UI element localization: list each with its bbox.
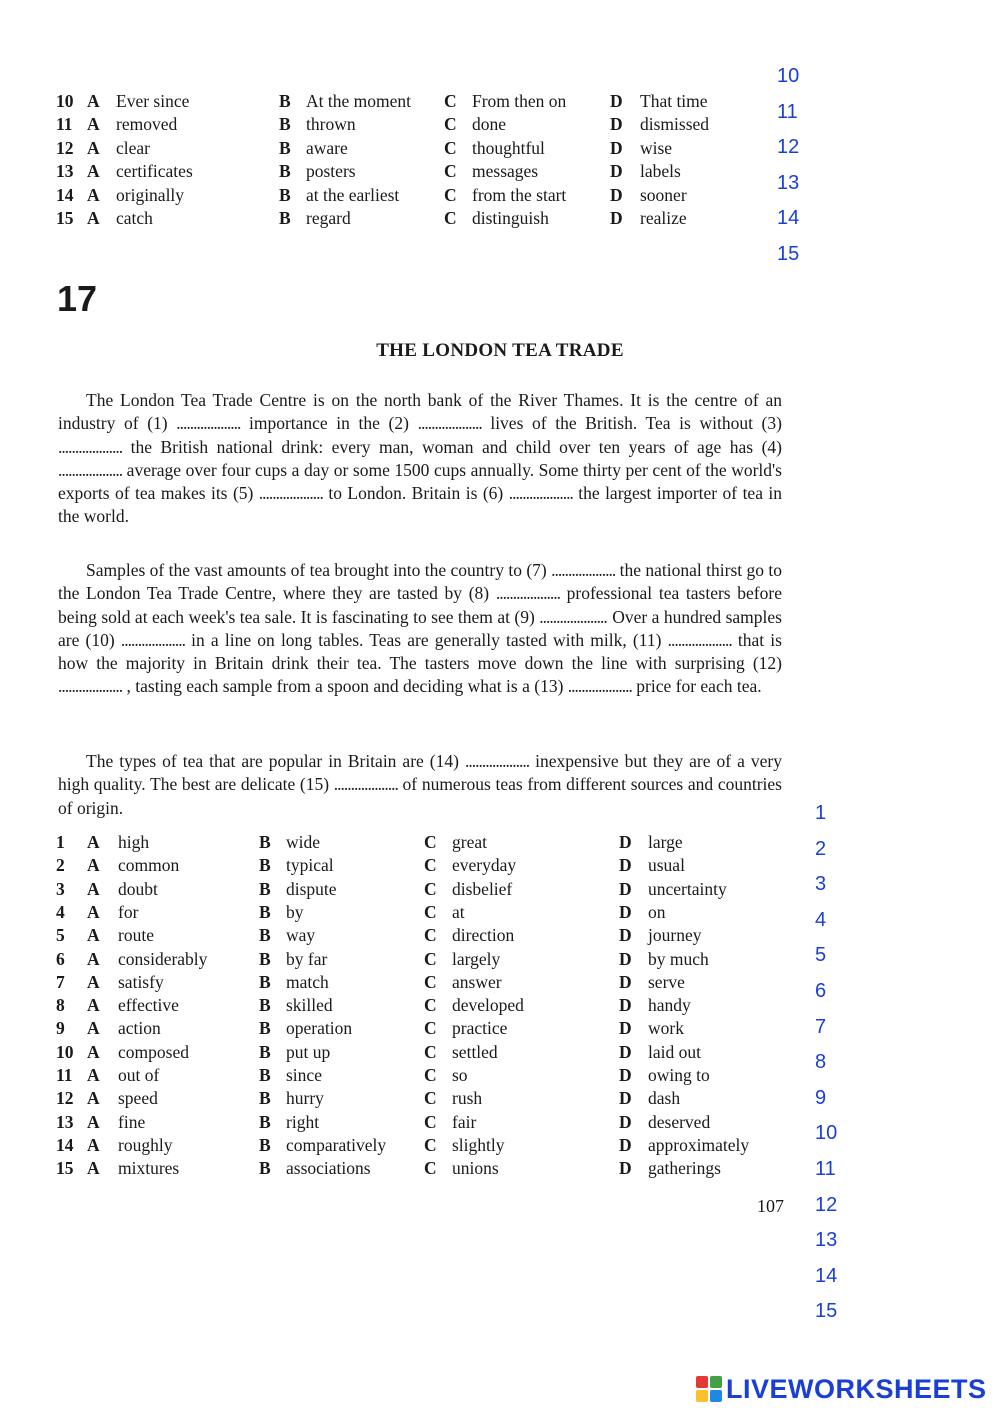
option-b: thrown: [306, 114, 356, 135]
option-b: aware: [306, 137, 348, 158]
option-letter: B: [259, 1134, 271, 1155]
option-c: slightly: [452, 1134, 505, 1155]
question-number: 15: [56, 208, 74, 228]
option-c: unions: [452, 1158, 499, 1179]
option-b: operation: [286, 1018, 353, 1039]
gap-8: ...................: [495, 583, 560, 604]
gap-13: ...................: [567, 676, 632, 697]
option-letter: A: [87, 161, 100, 182]
option-a: action: [118, 1018, 161, 1039]
option-b: hurry: [286, 1088, 324, 1109]
answer-number-12[interactable]: 12: [815, 1193, 838, 1216]
option-b: by: [286, 901, 304, 922]
option-d: on: [648, 901, 666, 922]
option-letter: C: [424, 925, 437, 946]
option-letter: A: [87, 878, 100, 899]
question-number: 9: [56, 1018, 65, 1039]
option-c: From then on: [472, 91, 567, 111]
option-c: messages: [472, 161, 539, 182]
option-a: considerably: [118, 948, 208, 969]
option-a: for: [118, 901, 139, 922]
option-c: rush: [452, 1088, 483, 1109]
option-letter: A: [87, 1041, 100, 1062]
answer-number-14[interactable]: 14: [815, 1264, 838, 1287]
option-letter: A: [87, 855, 100, 876]
option-letter: A: [87, 925, 100, 946]
option-c: great: [452, 832, 487, 852]
option-d: large: [648, 832, 683, 852]
option-letter: C: [444, 91, 457, 111]
option-c: thoughtful: [472, 137, 545, 158]
option-b: skilled: [286, 995, 333, 1016]
option-letter: A: [87, 948, 100, 969]
option-d: dash: [648, 1088, 681, 1109]
question-number: 10: [56, 91, 74, 111]
option-c: direction: [452, 925, 515, 946]
passage-text: average over four cups a day or some 1500 cups annually. Some thirty per cent of the world's exports of tea makes its (5): [58, 459, 782, 504]
option-letter: D: [619, 901, 632, 922]
option-letter: B: [259, 948, 271, 969]
passage-paragraph-1: [58, 389, 782, 529]
answer-number-7[interactable]: 7: [815, 1015, 827, 1038]
option-d: labels: [640, 161, 681, 182]
unit-number: 17: [57, 278, 98, 319]
option-letter: C: [444, 184, 457, 205]
passage-text: , tasting each sample from a spoon and deciding what is a (13): [122, 676, 568, 697]
logo-square: [710, 1390, 722, 1402]
answer-number-3[interactable]: 3: [815, 873, 827, 896]
option-letter: A: [87, 1111, 100, 1132]
option-b: typical: [286, 855, 334, 876]
option-letter: B: [259, 878, 271, 899]
option-letter: D: [619, 1018, 632, 1039]
option-letter: C: [424, 832, 437, 852]
option-letter: B: [259, 832, 271, 852]
option-c: practice: [452, 1018, 508, 1039]
question-number: 2: [56, 855, 65, 876]
option-letter: C: [444, 114, 457, 135]
answer-number-11[interactable]: 11: [815, 1158, 836, 1180]
option-a: effective: [118, 995, 179, 1016]
option-d: serve: [648, 971, 685, 992]
gap-10: ...................: [120, 629, 185, 650]
passage-text: The types of tea that are popular in Britain are (14): [86, 751, 465, 771]
option-letter: A: [87, 1158, 100, 1179]
option-letter: D: [619, 948, 632, 969]
option-letter: B: [279, 114, 291, 135]
question-number: 13: [56, 1111, 74, 1132]
answer-number-8[interactable]: 8: [815, 1051, 827, 1074]
passage-text: in a line on long tables. Teas are generally tasted with milk, (11): [184, 629, 668, 650]
option-b: At the moment: [306, 91, 411, 111]
gap-11: ...................: [667, 629, 732, 650]
option-letter: C: [424, 1134, 437, 1155]
question-number: 4: [56, 901, 65, 922]
option-letter: D: [619, 1111, 632, 1132]
gap-15: ...................: [333, 774, 398, 795]
option-b: comparatively: [286, 1134, 387, 1155]
option-letter: C: [444, 161, 457, 182]
option-letter: C: [424, 1065, 437, 1085]
option-b: dispute: [286, 878, 337, 899]
option-letter: A: [87, 995, 100, 1016]
answer-number-5[interactable]: 5: [815, 944, 827, 967]
option-a: composed: [118, 1041, 189, 1062]
option-letter: A: [87, 91, 100, 111]
option-a: speed: [118, 1088, 158, 1109]
option-b: since: [286, 1065, 322, 1085]
option-letter: D: [610, 208, 623, 228]
gap-7: ...................: [551, 560, 616, 580]
option-letter: A: [87, 1134, 100, 1155]
option-letter: D: [619, 1041, 632, 1062]
option-letter: D: [619, 925, 632, 946]
option-letter: B: [259, 855, 271, 876]
option-a: roughly: [118, 1134, 173, 1155]
option-letter: C: [424, 878, 437, 899]
option-letter: D: [619, 832, 632, 852]
option-a: clear: [116, 137, 150, 158]
option-letter: A: [87, 971, 100, 992]
option-letter: A: [87, 832, 100, 852]
option-letter: D: [619, 1134, 632, 1155]
question-number: 12: [56, 1088, 74, 1109]
option-d: owing to: [648, 1065, 710, 1085]
option-c: distinguish: [472, 208, 549, 228]
option-c: so: [452, 1065, 468, 1085]
option-b: regard: [306, 208, 351, 228]
passage-text: Samples of the vast amounts of tea brought into the country to (7): [86, 560, 552, 580]
option-a: originally: [116, 184, 185, 205]
option-letter: A: [87, 1065, 100, 1085]
passage-text: the largest importer of tea in the world.: [58, 483, 783, 527]
option-letter: D: [619, 971, 632, 992]
question-number: 6: [56, 948, 65, 969]
question-number: 14: [56, 1134, 74, 1155]
option-d: handy: [648, 995, 691, 1016]
question-number: 11: [56, 114, 73, 135]
answer-number-13[interactable]: 13: [815, 1229, 838, 1252]
passage-paragraph-3: [58, 750, 782, 820]
answer-number-14[interactable]: 14: [777, 207, 800, 229]
gap-14: ...................: [464, 751, 530, 771]
option-letter: D: [610, 114, 623, 135]
question-number: 11: [56, 1065, 73, 1085]
liveworksheets-logo[interactable]: [696, 1373, 987, 1405]
option-letter: A: [87, 1088, 100, 1109]
option-d: usual: [648, 855, 685, 876]
gap-12: ...................: [58, 676, 123, 697]
option-d: approximately: [648, 1134, 750, 1155]
passage-text: price for each tea.: [631, 676, 762, 697]
question-number: 8: [56, 995, 65, 1016]
option-letter: C: [424, 1018, 437, 1039]
option-a: removed: [116, 114, 178, 135]
gap-5: ...................: [258, 483, 323, 504]
option-c: developed: [452, 995, 524, 1016]
passage-text: professional tea tasters before being sold at each week's tea sale. It is fascinating to see them at (9): [58, 583, 782, 627]
option-b: put up: [286, 1041, 331, 1062]
option-letter: A: [87, 137, 100, 158]
answer-number-10[interactable]: 10: [777, 65, 800, 87]
option-b: at the earliest: [306, 184, 400, 205]
passage-title: THE LONDON TEA TRADE: [376, 340, 624, 361]
answer-number-10[interactable]: 10: [815, 1122, 838, 1145]
answer-number-12[interactable]: 12: [777, 136, 800, 158]
gap-1: ...................: [176, 413, 241, 434]
option-letter: D: [619, 995, 632, 1016]
option-letter: B: [279, 91, 291, 111]
option-d: That time: [640, 91, 708, 111]
question-number: 3: [56, 878, 65, 899]
logo-square: [696, 1376, 708, 1388]
option-letter: B: [259, 995, 271, 1016]
option-letter: B: [279, 184, 291, 205]
logo-square: [710, 1376, 722, 1388]
option-letter: C: [424, 855, 437, 876]
passage-text: to London. Britain is (6): [322, 483, 509, 504]
option-c: answer: [452, 971, 502, 992]
passage-text: importance in the (2): [240, 413, 418, 434]
gap-2: ...................: [417, 413, 482, 434]
option-d: deserved: [648, 1111, 711, 1132]
question-number: 12: [56, 137, 74, 158]
option-a: high: [118, 832, 150, 852]
option-letter: C: [424, 995, 437, 1016]
option-b: match: [286, 971, 329, 992]
option-letter: D: [610, 91, 623, 111]
option-b: wide: [286, 832, 321, 852]
option-letter: B: [259, 901, 271, 922]
option-letter: D: [619, 1065, 632, 1085]
option-b: posters: [306, 161, 356, 182]
answer-number-15[interactable]: 15: [777, 242, 800, 265]
option-letter: B: [259, 1158, 271, 1179]
option-letter: C: [424, 901, 437, 922]
option-c: from the start: [472, 184, 567, 205]
option-letter: A: [87, 114, 100, 135]
answer-number-4[interactable]: 4: [815, 908, 827, 931]
passage-text: lives of the British. Tea is without (3): [481, 413, 782, 434]
option-letter: C: [444, 208, 457, 228]
gap-3: ...................: [58, 436, 123, 457]
option-a: catch: [116, 208, 153, 228]
option-d: journey: [648, 925, 702, 946]
option-a: certificates: [116, 161, 193, 182]
option-d: work: [648, 1018, 684, 1039]
option-letter: D: [619, 855, 632, 876]
question-number: 5: [56, 925, 65, 946]
option-letter: C: [424, 1158, 437, 1179]
gap-9: ...................: [539, 606, 604, 627]
option-letter: B: [259, 1041, 271, 1062]
option-letter: B: [259, 1018, 271, 1039]
option-b: right: [286, 1111, 320, 1132]
question-number: 15: [56, 1158, 74, 1179]
option-a: mixtures: [118, 1158, 180, 1179]
passage-paragraph-2: [58, 559, 782, 699]
option-b: associations: [286, 1158, 371, 1179]
page-number: 107: [757, 1196, 784, 1216]
option-letter: B: [259, 1088, 271, 1109]
option-c: largely: [452, 948, 501, 969]
option-letter: C: [424, 971, 437, 992]
option-letter: B: [279, 208, 291, 228]
option-letter: C: [424, 1088, 437, 1109]
option-c: fair: [452, 1111, 477, 1132]
gap-4: ...................: [58, 459, 123, 480]
option-c: disbelief: [452, 878, 513, 899]
answer-number-11[interactable]: 11: [777, 100, 798, 123]
option-letter: B: [259, 1065, 271, 1085]
option-a: satisfy: [118, 971, 164, 992]
option-d: uncertainty: [648, 878, 727, 899]
option-b: by far: [286, 948, 328, 969]
brand-name: LIVEWORKSHEETS: [726, 1373, 987, 1404]
option-letter: A: [87, 184, 100, 205]
option-d: by much: [648, 948, 709, 969]
option-letter: B: [279, 137, 291, 158]
option-letter: C: [424, 948, 437, 969]
answer-number-15[interactable]: 15: [815, 1300, 838, 1323]
option-d: sooner: [640, 184, 687, 205]
option-d: laid out: [648, 1041, 701, 1062]
option-letter: D: [610, 161, 623, 182]
option-letter: B: [279, 161, 291, 182]
option-b: way: [286, 925, 316, 946]
question-number: 1: [56, 832, 65, 852]
passage-text: the British national drink: every man, woman and child over ten years of age has (4): [122, 436, 782, 457]
question-number: 7: [56, 971, 65, 992]
option-d: gatherings: [648, 1158, 721, 1179]
passage-text: the national thirst go to the London Tea Trade Centre, where they are tasted by (8): [58, 560, 782, 604]
option-letter: A: [87, 208, 100, 228]
liveworksheets-icon: [696, 1376, 722, 1402]
option-a: out of: [118, 1065, 160, 1085]
option-letter: D: [619, 1088, 632, 1109]
answer-number-9[interactable]: 9: [815, 1086, 827, 1109]
option-letter: D: [619, 878, 632, 899]
option-letter: A: [87, 1018, 100, 1039]
option-letter: B: [259, 971, 271, 992]
option-d: realize: [640, 208, 687, 228]
option-letter: D: [619, 1158, 632, 1179]
option-letter: B: [259, 925, 271, 946]
option-a: Ever since: [116, 91, 190, 111]
option-c: settled: [452, 1041, 498, 1062]
passage-text: of numerous teas from different sources and countries of origin.: [58, 774, 782, 818]
passage-text: The London Tea Trade Centre is on the north bank of the River Thames. It is the centre of an industry of (1): [58, 390, 782, 434]
answer-number-2[interactable]: 2: [815, 837, 827, 860]
option-letter: D: [610, 137, 623, 158]
question-number: 10: [56, 1041, 74, 1062]
option-letter: B: [259, 1111, 271, 1132]
passage-text: that is how the majority in Britain drink their tea. The tasters move down the line with surprising (12): [58, 629, 782, 674]
option-letter: A: [87, 901, 100, 922]
option-a: fine: [118, 1111, 146, 1132]
option-letter: C: [424, 1111, 437, 1132]
passage-text: . Over a hundred samples are (10): [58, 606, 782, 650]
option-letter: C: [444, 137, 457, 158]
answer-number-1[interactable]: 1: [815, 802, 827, 824]
option-letter: C: [424, 1041, 437, 1062]
option-a: common: [118, 855, 180, 876]
option-d: wise: [640, 137, 673, 158]
option-a: doubt: [118, 878, 158, 899]
option-letter: D: [610, 184, 623, 205]
option-d: dismissed: [640, 114, 710, 135]
answer-number-13[interactable]: 13: [777, 171, 800, 194]
question-number: 13: [56, 161, 74, 182]
gap-6: ...................: [508, 483, 573, 504]
option-c: everyday: [452, 855, 517, 876]
option-c: done: [472, 114, 507, 135]
logo-square: [696, 1390, 708, 1402]
option-c: at: [452, 901, 465, 922]
answer-number-6[interactable]: 6: [815, 980, 827, 1002]
question-number: 14: [56, 184, 74, 205]
passage-text: inexpensive but they are of a very high quality. The best are delicate (15): [58, 751, 782, 795]
option-a: route: [118, 925, 154, 946]
